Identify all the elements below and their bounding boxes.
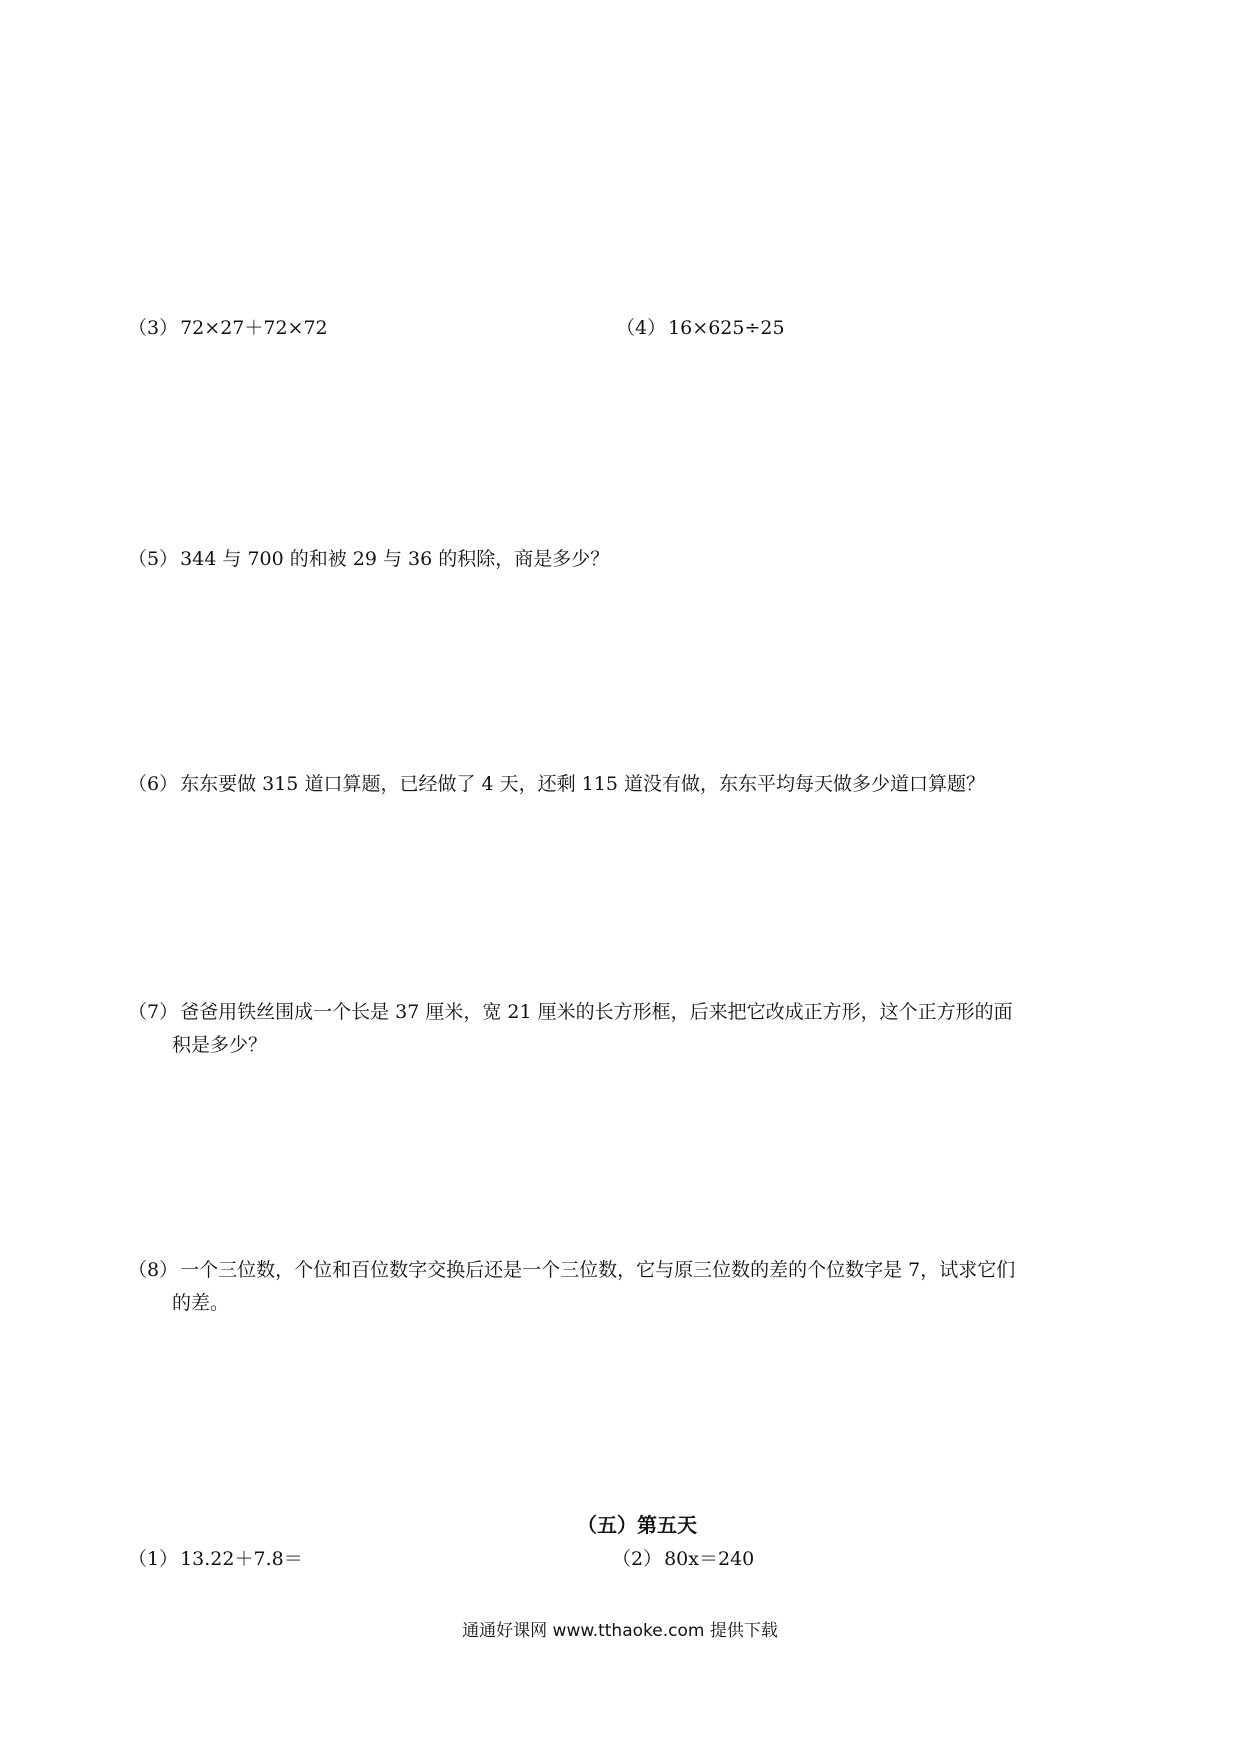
section-title: （五）第五天 — [577, 1513, 697, 1537]
problem-6 — [128, 769, 985, 799]
problem-text: 爸爸用铁丝围成一个长是 37 厘米，宽 21 厘米的长方形框，后来把它改成正方形，这个正方形的面 — [180, 1001, 1013, 1023]
problem-number: （3） — [128, 317, 179, 339]
problem-number: （8） — [128, 1259, 179, 1281]
section-item-1 — [128, 1544, 303, 1574]
problem-4 — [616, 313, 785, 343]
problem-text: 80x＝240 — [664, 1548, 755, 1570]
problem-8-continuation: 的差。 — [172, 1292, 230, 1314]
section-item-2 — [612, 1544, 754, 1574]
problem-number: （6） — [128, 773, 179, 795]
problem-number: （4） — [616, 317, 667, 339]
problem-number: （5） — [128, 548, 179, 570]
problem-text: 16×625÷25 — [668, 317, 785, 339]
problem-number: （7） — [128, 1001, 179, 1023]
problem-text: 一个三位数，个位和百位数字交换后还是一个三位数，它与原三位数的差的个位数字是 7，试求它们 — [180, 1259, 1016, 1281]
problem-number: （1） — [128, 1548, 179, 1570]
problem-text: 72×27＋72×72 — [180, 317, 328, 339]
problem-5 — [128, 544, 609, 574]
problem-3 — [128, 313, 328, 343]
problem-7 — [128, 997, 1013, 1027]
problem-text: 344 与 700 的和被 29 与 36 的积除，商是多少？ — [180, 548, 610, 570]
problem-7-continuation: 积是多少？ — [172, 1034, 268, 1056]
problem-text: 东东要做 315 道口算题，已经做了 4 天，还剩 115 道没有做，东东平均每天做多少道口算题？ — [180, 773, 985, 795]
problem-8 — [128, 1255, 1015, 1285]
problem-text: 13.22＋7.8＝ — [180, 1548, 303, 1570]
footer-watermark: 通通好课网 www.tthaoke.com 提供下载 — [462, 1621, 778, 1641]
problem-number: （2） — [612, 1548, 663, 1570]
